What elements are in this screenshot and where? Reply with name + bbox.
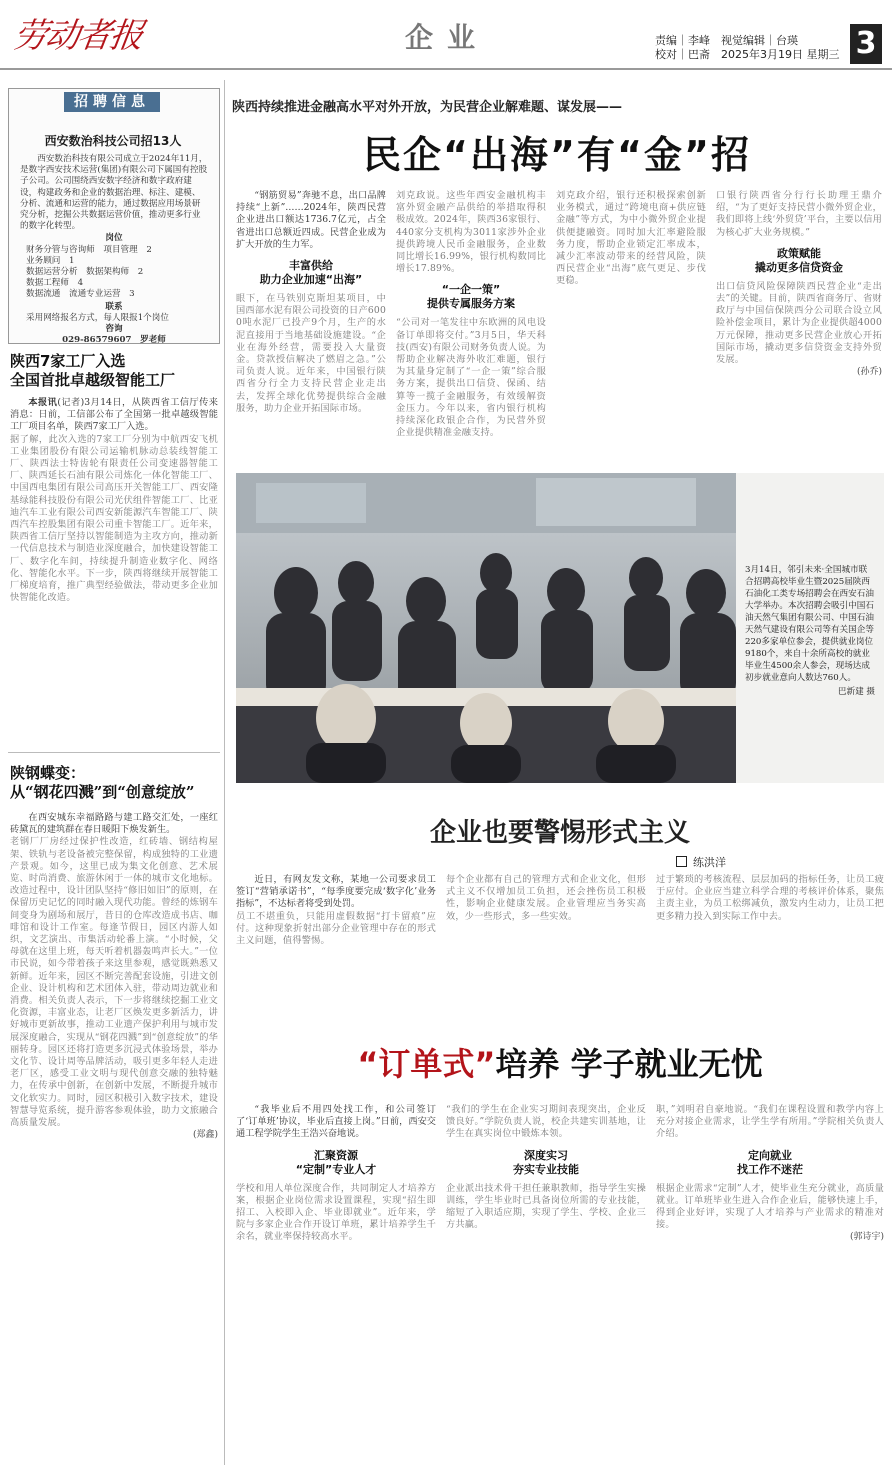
- article2-title-line2: 从“钢花四溅”到“创意绽放”: [10, 783, 195, 801]
- order-sub2: [446, 1149, 646, 1177]
- recruit-header: 招聘信息: [64, 92, 160, 112]
- main-sub2: [396, 283, 546, 311]
- order-sub1: [236, 1149, 436, 1177]
- main-story-title: 民企“出海”有“金”招: [363, 133, 751, 177]
- main-story-lead: “钢筋贸易”奔驰不息，出口品牌持续“上新”……2024年，陕西民营企业进出口额达1736.7亿元，占全省进出口总额近四成。民营企业成为扩大开放的生力军。: [236, 190, 386, 250]
- body-text-filler: “公司对一笔发往中东欧洲的风电设备订单即将交付。”3月5日，华天科技(西安)有限公司财务负责人说。为帮助企业解决海外收汇难题，银行为其量身定制了“一企一策”综合服务方案，提供出口信贷、保函、结算等一揽子金融服务，有效缓解资金压力。今年以来，省内银行机构持续深化政银企合作，为民营外贸企业提供精准金融支持。: [396, 317, 546, 439]
- main-sub2-line2: 提供专属服务方案: [427, 297, 515, 311]
- edition-meta: [655, 34, 840, 62]
- opinion-title: 企业也要警惕形式主义: [429, 818, 690, 848]
- order-title: [236, 1039, 884, 1085]
- opinion-col1: [236, 874, 436, 1024]
- body-text-filler: 企业派出技术骨干担任兼职教师，指导学生实操训练，学生毕业时已具备岗位所需的专业技能，缩短了入职适应期，实现了学生、学校、企业三方共赢。: [446, 1182, 646, 1231]
- order-sub1-line1: 汇聚资源: [314, 1148, 358, 1162]
- recruit-title: 西安数治科技公司招13人: [44, 134, 182, 148]
- proof-date-line: 校对｜巴斋 2025年3月19日 星期三: [655, 48, 840, 61]
- section-divider: [8, 752, 220, 753]
- order-sub3-line1: 定向就业: [748, 1148, 792, 1162]
- extra-label: 联系: [105, 301, 123, 312]
- page-number: 3: [850, 24, 882, 64]
- opinion-col3: [656, 874, 884, 1024]
- article1-body: [10, 397, 218, 743]
- order-col2: [446, 1104, 646, 1459]
- order-title-red: “订单式”: [357, 1045, 496, 1083]
- order-col1: [236, 1104, 436, 1459]
- article2-body: [10, 812, 218, 1452]
- article1-headline: [10, 352, 220, 390]
- main-sub3: [716, 247, 882, 275]
- opinion-col2: [446, 874, 646, 1024]
- body-text-filler: 员工不堪重负，只能用虚假数据“打卡留痕”应付。这种现象折射出部分企业管理中存在的形式主义问题，值得警惕。: [236, 910, 436, 947]
- article1-title-line2: 全国首批卓越级智能工厂: [10, 371, 176, 389]
- job-item: 业务顾问 1: [26, 255, 75, 266]
- column-divider: [224, 80, 225, 1465]
- order-sub2-line2: 夯实专业技能: [513, 1162, 579, 1176]
- article2-title-line1: 陕钢蝶变：: [10, 764, 86, 782]
- body-text-filler: 刘克政说。这些年西安金融机构丰富外贸金融产品供给的举措取得积极成效。2024年，陕西36家银行、440家分支机构为3011家涉外企业提供跨境人民币金融服务，企业数同比增长16.99%，银行机构数同比增长17.89%。: [396, 190, 546, 275]
- article1-lead: (记者)3月14日，从陕西省工信厅传来消息：日前，工信部公布了全国第一批卓越级智能工厂项目名单，陕西7家工厂入选。: [10, 397, 218, 433]
- body-text-filler: 据了解，此次入选的7家工厂分别为中航西安飞机工业集团股份有限公司运输机脉动总装线智能工厂、陕西法士特齿轮有限责任公司变速器智能工厂、陕西延长石油有限公司炼化一体化智能工厂、中国西电集团有限公司高压开关智能工厂、西安隆基绿能科技股份有限公司光伏组件智能工厂、比亚迪汽车工业有限公司西安新能源汽车智能工厂、陕西汽车控股集团有限公司重卡智能工厂。近年来，陕西省工信厅坚持以智能制造为主攻方向，推动新一代信息技术与制造业深度融合，加快建设智能工厂、数字化车间，持续提升制造业数字化、网络化、智能化水平。下一步，陕西将继续开展智能工厂梯度培育，推广典型经验做法，带动更多企业加快智能化改造。: [10, 433, 218, 604]
- main-sub1-line2: 助力企业加速“出海”: [259, 273, 363, 287]
- body-text-filler: 眼下，在马铁别克斯坦某项目，中国西部水泥有限公司投资的日产6000吨水泥厂已投产9个月，生产的水泥直接用于当地基础设施建设。“企业在海外经营，需要投入大量资金。贷款授信解决了燃眉之急。”公司负责人说。近年来，中国银行陕西省分行全力支持民营企业走出去，发挥全球化优势提供综合金融服务，助力企业开拓国际市场。: [236, 293, 386, 414]
- opinion-lead: 近日，有网友发文称，某地一公司要求员工签订“营销承诺书”，“每季度要完成‘数字化’业务指标”，不达标者将受到处罚。: [236, 874, 436, 910]
- order-sub3-line2: 找工作不迷茫: [737, 1162, 803, 1176]
- body-text-filler: 根据企业需求“定制”人才，使毕业生充分就业，高质量就业。订单班毕业生进入合作企业后，能够快速上手，得到企业好评，实现了人才培养与产业需求的精准对接。: [656, 1182, 884, 1231]
- article2-byline: (郑鑫): [192, 1130, 218, 1141]
- body-text-filler: 职，”刘明君自豪地说。“我们在课程设置和教学内容上充分对接企业需求，让学生学有所用。”学院相关负责人介绍。: [656, 1104, 884, 1140]
- order-col3: [656, 1104, 884, 1459]
- contact-header: 咨询: [105, 324, 123, 335]
- job-item: 数据流通 流通专业运营 3: [26, 289, 135, 300]
- author-box-icon: [676, 856, 687, 867]
- order-sub3: [656, 1149, 884, 1177]
- main-sub2-line1: “一企一策”: [441, 283, 501, 297]
- job-item: 数据运营分析 数据架构师 2: [26, 267, 144, 278]
- job-item: 财务分管与咨询师 项目管理 2: [26, 244, 152, 255]
- photo-caption-text: 3月14日，邻引未来·全国城市联合招聘高校毕业生暨2025届陕西石油化工类专场招聘会在西安石油大学举办。本次招聘会吸引中国石油天然气集团有限公司、中国石油天然气建设有限公司等有关国企等220多家单位参会，提供就业岗位9180个，来自十余所高校的就业毕业生4500余人参会，现场达成初步就业意向人数达760人。: [745, 565, 874, 683]
- main-sub1: [236, 259, 386, 287]
- body-text-filler: 刘克政介绍，银行还积极探索创新业务模式，通过“跨境电商+供应链金融”等方式，为中小微外贸企业提供便捷融资。同时加大汇率避险服务力度，帮助企业锁定汇率成本，减少汇率波动带来的经营风险，陕西民营企业“出海”底气更足、步伐更稳。: [556, 190, 706, 287]
- article1-lead-prefix: 本报讯: [28, 397, 58, 408]
- order-sub2-line1: 深度实习: [524, 1148, 568, 1162]
- recruit-body: [20, 154, 208, 346]
- main-story-col2: [396, 190, 546, 468]
- body-text-filler: 出口信贷风险保障陕西民营企业“走出去”的关键。目前，陕西省商务厅、省财政厅与中国信保陕西分公司联合设立风险补偿金项目，累计为企业提供超4000万元保障，推动更多民营企业放心开拓国际市场，撬动更多信贷资金支持外贸发展。: [716, 280, 882, 366]
- extra-line: 采用网络报名方式，每人限报1个岗位: [26, 312, 169, 323]
- article2-headline: [10, 764, 222, 802]
- main-sub1-line1: 丰富供给: [289, 259, 333, 273]
- main-story-kicker: 陕西持续推进金融高水平对外开放，为民营企业解难题、谋发展——: [232, 100, 623, 115]
- opinion-author: [676, 854, 726, 870]
- main-story-byline: (孙乔): [856, 367, 882, 378]
- contact-phone: 029-86579607 罗老师: [62, 335, 166, 346]
- jobs-header: 岗位: [105, 233, 123, 244]
- section-name: 企业: [405, 21, 490, 54]
- body-text-filler: 过于繁琐的考核流程、层层加码的指标任务，让员工疲于应付。企业应当建立科学合理的考核评价体系，聚焦主责主业，为员工松绑减负，激发内生动力，让员工把更多精力投入到实际工作中去。: [656, 874, 884, 922]
- editor-line: 责编｜李峰 视觉编辑｜台瑛: [655, 34, 798, 47]
- photo-caption: [745, 564, 875, 698]
- body-text-filler: “我们的学生在企业实习期间表现突出，企业反馈良好。”学院负责人说，校企共建实训基地，让学生在真实岗位中锻炼本领。: [446, 1104, 646, 1140]
- article2-lead: 在西安城东幸福路路与建工路交汇处，一座红砖黛瓦的建筑群在春日暖阳下焕发新生。: [10, 812, 218, 836]
- main-sub3-line2: 撬动更多信贷资金: [755, 260, 843, 274]
- main-story-col1: [236, 190, 386, 468]
- body-text-filler: 学校和用人单位深度合作，共同制定人才培养方案，根据企业岗位需求设置课程，实现“招生即招工、入校即入企、毕业即就业”。近年来，学院与多家企业合作开设订单班，累计培养学生千余名，就业率保持较高水平。: [236, 1182, 436, 1243]
- order-sub1-line2: “定制”专业人才: [295, 1162, 377, 1176]
- masthead: [0, 0, 892, 70]
- job-item: 数据工程师 4: [26, 278, 84, 289]
- main-story-col3: [556, 190, 706, 468]
- opinion-author-name: 练洪洋: [693, 856, 726, 869]
- order-lead: “我毕业后不用四处找工作，和公司签订了‘订单班’协议，毕业后直接上岗。”日前，西安交通工程学院学生王浩兴奋地说。: [236, 1104, 436, 1140]
- order-title-rest: 培养 学子就业无忧: [495, 1045, 763, 1083]
- order-byline: (郭诗宇): [849, 1232, 884, 1243]
- recruit-intro: 西安数治科技有限公司成立于2024年11月，是数字西安技术运营(集团)有限公司下属国有控股子公司。公司围绕西安数字经济和数字政府建设，构建政务和企业的数据治理、标注、建模、分析、流通和运营的能力，通过数据应用场景研究分析，挖掘公共数据运营价值，推动更多行业的数字化转型。: [20, 154, 208, 232]
- photo-credit: 巴新建 摄: [837, 687, 875, 697]
- article1-title-line1: 陕西7家工厂入选: [10, 352, 126, 370]
- newspaper-logo: 劳动者报: [10, 16, 145, 56]
- body-text-filler: 每个企业都有自己的管理方式和企业文化，但形式主义不仅增加员工负担，还会挫伤员工积极性，影响企业健康发展。企业管理应当务实高效，少一些形式，多一些实效。: [446, 874, 646, 922]
- body-text-filler: 老钢厂厂房经过保护性改造，红砖墙、钢结构屋架、铁轨与老设备被完整保留，构成独特的工业遗产景观。如今，这里已成为集文化创意、艺术展览、时尚消费、旅游休闲于一体的城市文化地标。改造过程中，设计团队坚持“修旧如旧”的原则，在保留历史记忆的同时融入现代功能。曾经的炼钢车间变身为剧场和展厅，昔日的仓库改造成书店、咖啡馆和设计工作室。每逢节假日，园区内游人如织，文艺演出、市集活动轮番上演。“小时候，父母就在这里上班，每天听着机器轰鸣声长大。”一位市民说，如今带着孩子来这里参观，感觉既熟悉又新鲜。近年来，园区不断完善配套设施，引进文创企业、设计机构和艺术团体入驻，带动周边就业和消费。相关负责人表示，下一步将继续挖掘工业文化资源，丰富业态，让老厂区焕发更多新活力，讲好城市更新故事，推动工业遗产保护利用与城市发展深度融合，实现从“钢花四溅”到“创意绽放”的华丽转身。园区还将打造更多沉浸式体验场景，举办文化节、设计周等品牌活动，吸引更多年轻人走进老厂区，感受工业文明与现代创意交融的独特魅力，在传承中创新，在创新中发展，不断提升城市文化软实力。同时，园区积极引入数字技术，建设智慧导览系统，提升游客参观体验，助力文旅融合高质量发展。: [10, 836, 218, 1129]
- body-text-filler: 口银行陕西省分行行长助理王鼎介绍，“为了更好支持民营小微外贸企业，我们即将上线‘外贸贷’平台，主要以信用为核心扩大业务规模。”: [716, 190, 882, 238]
- main-sub3-line1: 政策赋能: [777, 246, 821, 260]
- main-story-col4: [716, 190, 882, 468]
- masthead-rule: [0, 68, 892, 70]
